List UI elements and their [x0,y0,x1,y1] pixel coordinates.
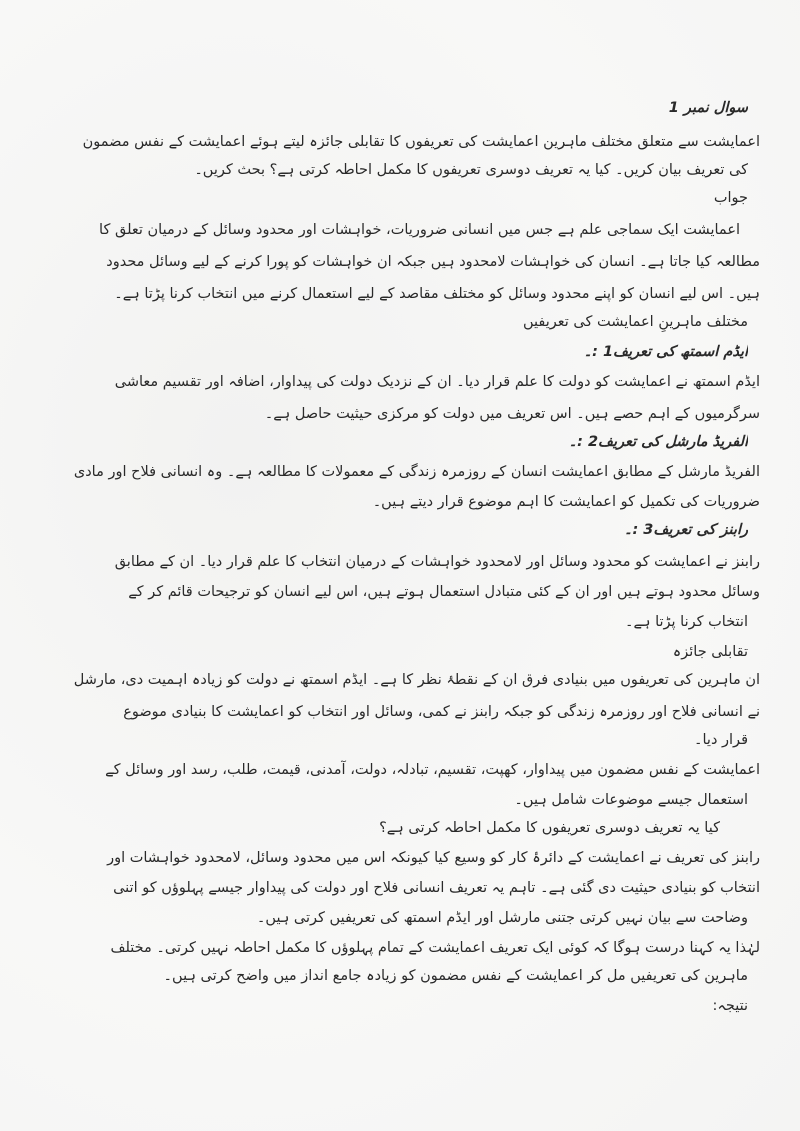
question-text-line: اعمایشت سے متعلق مختلف ماہرین اعمایشت کی تعریفوں کا تقابلی جائزہ لیتے ہوئے اعمایشت کے نفس مضمون [82,134,760,150]
definition-heading: ایڈم اسمتھ کی تعریف1 :۔ [583,344,748,360]
section-heading: کیا یہ تعریف دوسری تعریفوں کا مکمل احاطہ کرتی ہے؟ [379,820,720,836]
paragraph-line: ضروریات کی تکمیل کو اعمایشت کا اہم موضوع قرار دیتے ہیں۔ [372,494,760,510]
paragraph-line: ماہرین کی تعریفیں مل کر اعمایشت کے نفس مضمون کو زیادہ جامع انداز میں واضح کرتی ہیں۔ [163,968,748,984]
section-heading: تقابلی جائزہ [672,644,748,660]
definition-heading: رابنز کی تعریف3 :۔ [623,522,748,538]
paragraph-line: ایڈم اسمتھ نے اعمایشت کو دولت کا علم قرار دیا۔ ان کے نزدیک دولت کی پیداوار، اضافہ اور تقسیم معاشی [114,374,760,390]
paragraph-line: لہٰذا یہ کہنا درست ہوگا کہ کوئی ایک تعریف اعمایشت کے تمام پہلوؤں کا مکمل احاطہ نہیں کرتی۔ مختلف [110,940,760,956]
paragraph-line: اعمایشت کے نفس مضمون میں پیداوار، کھپت، تقسیم، تبادلہ، دولت، آمدنی، قیمت، طلب، رسد اور وسائل کے [105,762,760,778]
paragraph-line: مطالعہ کیا جاتا ہے۔ انسان کی خواہشات لامحدود ہیں جبکہ ان خواہشات کو پورا کرنے کے لیے وسائل محدود [106,254,760,270]
paragraph-line: الفریڈ مارشل کے مطابق اعمایشت انسان کے روزمرہ زندگی کے معمولات کا مطالعہ ہے۔ وہ انسانی فلاح اور مادی [73,464,760,480]
paragraph-line: نے انسانی فلاح اور روزمرہ زندگی کو جبکہ رابنز نے کمی، وسائل اور انتخاب کو اعمایشت کا بنیادی موضوع [123,704,760,720]
paragraph-line: انتخاب کو بنیادی حیثیت دی گئی ہے۔ تاہم یہ تعریف انسانی فلاح اور دولت کی پیداوار جیسے پہلوؤں کو اتنی [113,880,760,896]
paragraph-line: ان ماہرین کی تعریفوں میں بنیادی فرق ان کے نقطۂ نظر کا ہے۔ ایڈم اسمتھ نے دولت کو زیادہ اہمیت دی، مارشل [73,672,760,688]
paragraph-line: انتخاب کرنا پڑتا ہے۔ [624,614,748,630]
conclusion-heading: نتیجہ: [712,998,748,1014]
paragraph-line: رابنز نے اعمایشت کو محدود وسائل اور لامحدود خواہشات کے درمیان انتخاب کا علم قرار دیا۔ ان کے مطابق [114,554,760,570]
paragraph-line: وسائل محدود ہوتے ہیں اور ان کے کئی متبادل استعمال ہوتے ہیں، اس لیے انسان کو ترجیحات قائم کر کے [128,584,760,600]
question-text-line: کی تعریف بیان کریں۔ کیا یہ تعریف دوسری تعریفوں کا مکمل احاطہ کرتی ہے؟ بحث کریں۔ [194,162,748,178]
paragraph-line: سرگرمیوں کے اہم حصے ہیں۔ اس تعریف میں دولت کو مرکزی حیثیت حاصل ہے۔ [264,406,760,422]
definition-heading: الفریڈ مارشل کی تعریف2 :۔ [568,434,748,450]
paragraph-line: قرار دیا۔ [694,732,748,748]
paragraph-line: استعمال جیسے موضوعات شامل ہیں۔ [514,792,748,808]
paragraph-line: رابنز کی تعریف نے اعمایشت کے دائرۂ کار کو وسیع کیا کیونکہ اس میں محدود وسائل، لامحدود خواہشات اور [107,850,760,866]
paragraph-line: اعمایشت ایک سماجی علم ہے جس میں انسانی ضروریات، خواہشات اور محدود وسائل کے درمیان تعلق کا [99,222,740,238]
section-heading: مختلف ماہرینِ اعمایشت کی تعریفیں [523,314,748,330]
question-number-heading: سوال نمبر 1 [668,100,748,116]
answer-heading: جواب [713,190,748,206]
paragraph-line: ہیں۔ اس لیے انسان کو اپنے محدود وسائل کو مختلف مقاصد کے لیے استعمال کرنے میں انتخاب کرنا پڑتا ہے۔ [114,286,760,302]
paragraph-line: وضاحت سے بیان نہیں کرتی جتنی مارشل اور ایڈم اسمتھ کی تعریفیں کرتی ہیں۔ [256,910,748,926]
